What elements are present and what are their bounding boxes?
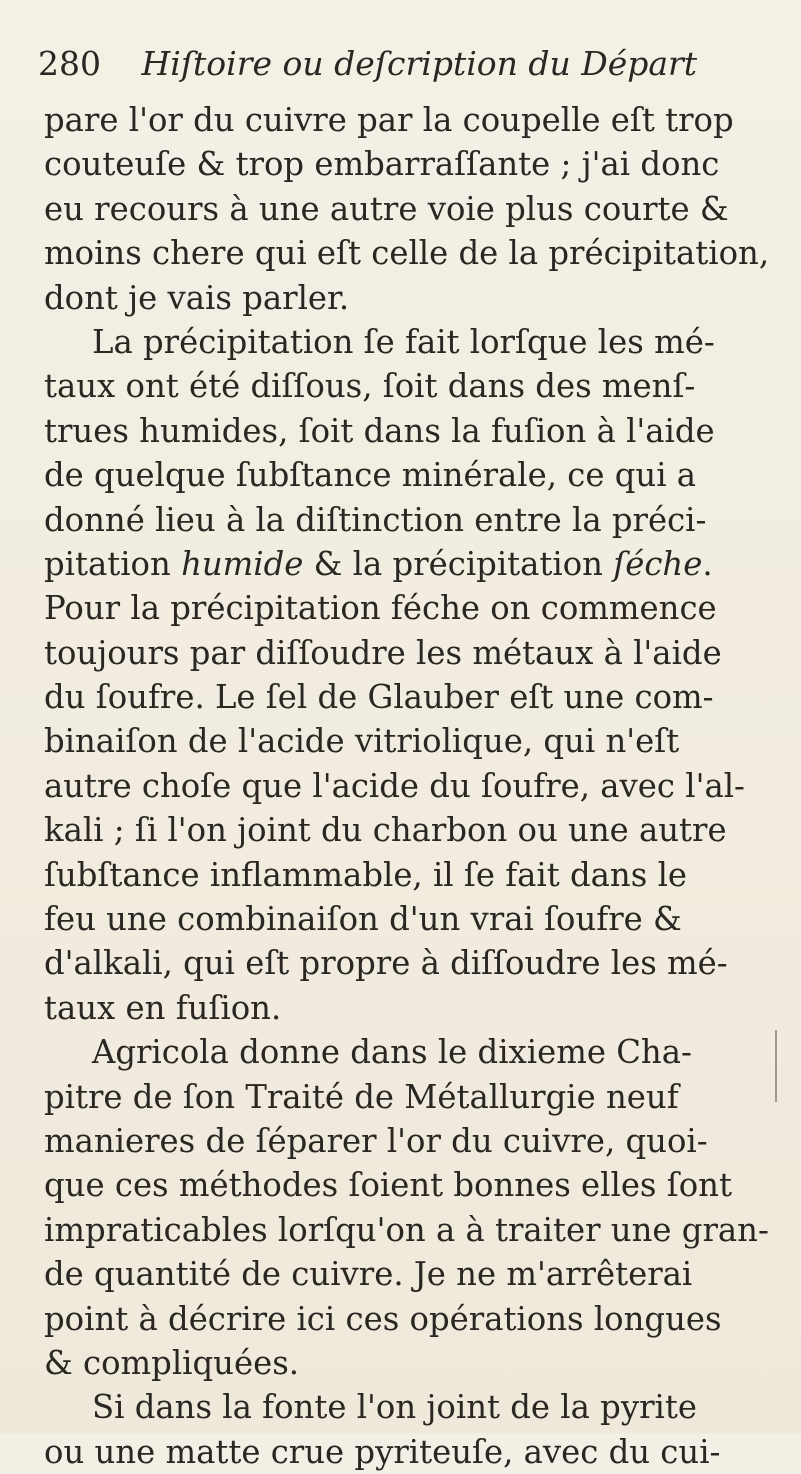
text-line: de quelque ſubſtance minérale, ce qui a xyxy=(44,456,697,495)
text-line: point à décrire ici ces opérations longues xyxy=(44,1299,722,1338)
text-line: La précipitation ſe fait lorſque les mé- xyxy=(92,322,715,361)
text-line: & compliquées. xyxy=(44,1343,300,1382)
text-line: pitation humide & la précipitation ſéche. xyxy=(44,544,713,583)
text-line: pare l'or du cuivre par la coupelle eſt trop xyxy=(44,101,734,139)
text-line: toujours par diſſoudre les métaux à l'aide xyxy=(44,633,722,672)
text-line: binaiſon de l'acide vitriolique, qui n'eſt xyxy=(44,722,680,761)
text-line: du ſoufre. Le ſel de Glauber eſt une com- xyxy=(44,678,714,717)
text-line: donné lieu à la diſtinction entre la préci- xyxy=(44,500,707,539)
text-line: autre choſe que l'acide du ſoufre, avec l'al- xyxy=(44,766,745,805)
text-line: feu une combinaiſon d'un vrai ſoufre & xyxy=(44,900,682,939)
text-line: Agricola donne dans le dixieme Cha- xyxy=(92,1033,692,1072)
page-number: 280 xyxy=(38,44,101,83)
text-line: eu recours à une autre voie plus courte & xyxy=(44,189,729,228)
body-text xyxy=(44,98,779,1474)
text-line: impraticables lorſqu'on a à traiter une gran- xyxy=(44,1210,769,1249)
text-line: dont je vais parler. xyxy=(44,278,350,317)
running-title: Hiſtoire ou deſcription du Départ xyxy=(141,44,698,83)
text-line: moins chere qui eſt celle de la précipitation, xyxy=(44,234,770,273)
text-line: couteuſe & trop embarraſſante ; j'ai donc xyxy=(44,145,720,184)
text-line: kali ; ſi l'on joint du charbon ou une autre xyxy=(44,811,727,850)
text-line: ſubſtance inflammable, il ſe fait dans le xyxy=(44,855,688,894)
text-line: ou une matte crue pyriteuſe, avec du cui- xyxy=(44,1432,721,1471)
text-line: trues humides, ſoit dans la fuſion à l'aide xyxy=(44,411,715,450)
text-line: que ces méthodes ſoient bonnes elles ſont xyxy=(44,1166,732,1205)
text-line: Si dans la fonte l'on joint de la pyrite xyxy=(92,1388,697,1427)
text-line: Pour la précipitation féche on commence xyxy=(44,589,717,628)
text-line: de quantité de cuivre. Je ne m'arrêterai xyxy=(44,1255,693,1294)
text-line: manieres de ſéparer l'or du cuivre, quoi- xyxy=(44,1121,708,1160)
text-line: d'alkali, qui eſt propre à diſſoudre les mé- xyxy=(44,944,728,983)
margin-mark xyxy=(775,1030,777,1102)
text-line: taux en fuſion. xyxy=(44,988,282,1027)
text-line: taux ont été diſſous, ſoit dans des menſ- xyxy=(44,367,696,406)
page-header xyxy=(38,38,761,90)
text-line: pitre de ſon Traité de Métallurgie neuf xyxy=(44,1077,679,1116)
